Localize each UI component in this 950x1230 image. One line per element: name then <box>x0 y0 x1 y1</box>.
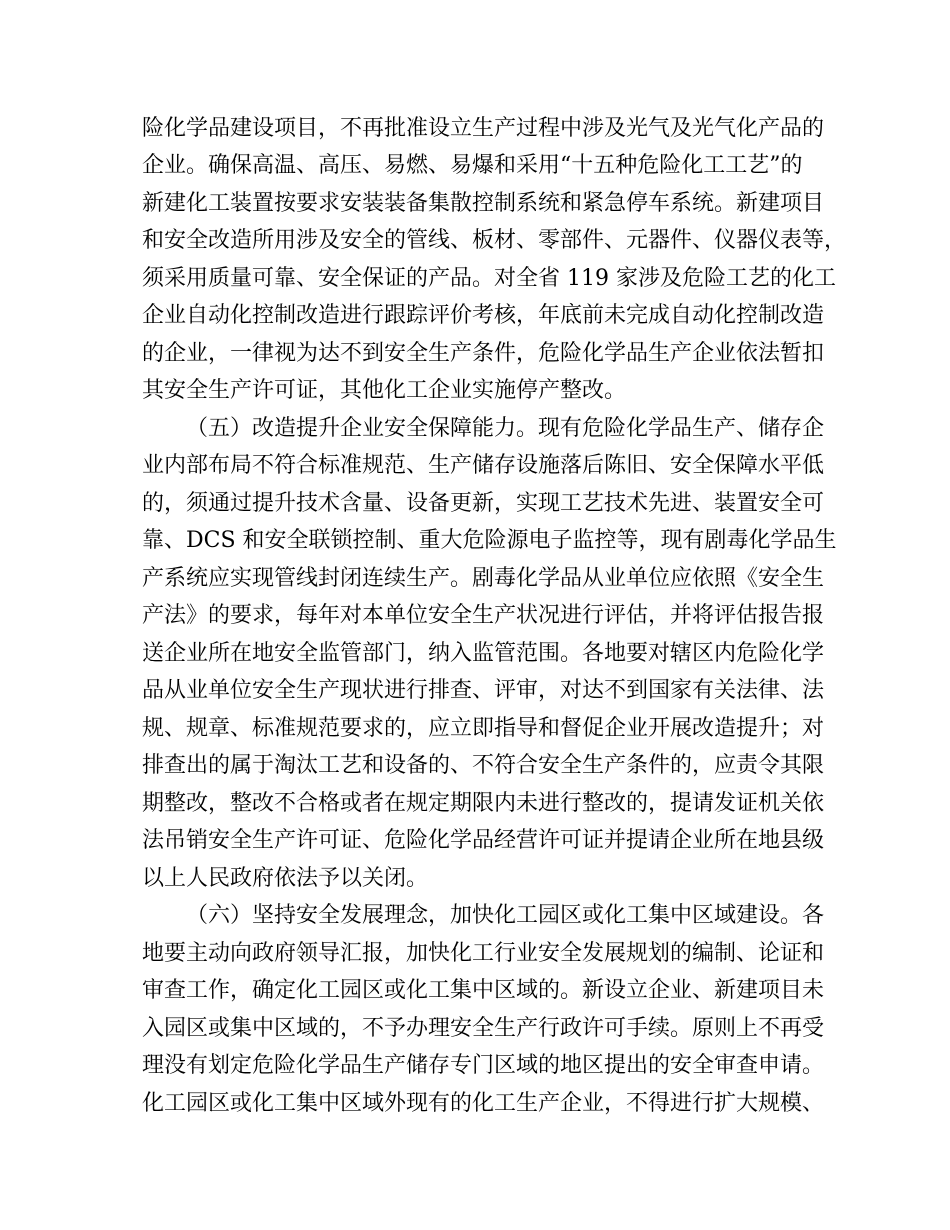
text-line: 险化学品建设项目，不再批准设立生产过程中涉及光气及光气化产品的 <box>142 116 825 141</box>
text-line: 和安全改造所用涉及安全的管线、板材、零部件、元器件、仪器仪表等， <box>142 228 847 253</box>
paragraph-heading-line: （五）改造提升企业安全保障能力。现有危险化学品生产、储存企 <box>186 416 825 441</box>
text-line: 审查工作，确定化工园区或化工集中区域的。新设立企业、新建项目未 <box>142 978 825 1003</box>
text-line: 企业。确保高温、高压、易燃、易爆和采用“十五种危险化工工艺”的 <box>142 153 803 178</box>
text-line: 理没有划定危险化学品生产储存专门区域的地区提出的安全审查申请。 <box>142 1053 825 1078</box>
text-line: 品从业单位安全生产现状进行排查、评审，对达不到国家有关法律、法 <box>142 678 825 703</box>
text-line: 靠、DCS 和安全联锁控制、重大危险源电子监控等，现有剧毒化学品生 <box>142 528 837 553</box>
text-line: 业内部布局不符合标准规范、生产储存设施落后陈旧、安全保障水平低 <box>142 453 825 478</box>
text-line: 入园区或集中区域的，不予办理安全生产行政许可手续。原则上不再受 <box>142 1016 825 1041</box>
text-line: 的企业，一律视为达不到安全生产条件，危险化学品生产企业依法暂扣 <box>142 341 825 366</box>
paragraph-heading-line: （六）坚持安全发展理念，加快化工园区或化工集中区域建设。各 <box>186 903 825 928</box>
text-line: 排查出的属于淘汰工艺和设备的、不符合安全生产条件的，应责令其限 <box>142 753 825 778</box>
text-line: 产系统应实现管线封闭连续生产。剧毒化学品从业单位应依照《安全生 <box>142 566 825 591</box>
text-line: 以上人民政府依法予以关闭。 <box>142 866 429 891</box>
text-line: 化工园区或化工集中区域外现有的化工生产企业，不得进行扩大规模、 <box>142 1091 825 1116</box>
text-line: 产法》的要求，每年对本单位安全生产状况进行评估，并将评估报告报 <box>142 603 825 628</box>
text-line: 的，须通过提升技术含量、设备更新，实现工艺技术先进、装置安全可 <box>142 491 825 516</box>
text-line: 企业自动化控制改造进行跟踪评价考核，年底前未完成自动化控制改造 <box>142 303 825 328</box>
text-line: 法吊销安全生产许可证、危险化学品经营许可证并提请企业所在地县级 <box>142 828 825 853</box>
text-line: 规、规章、标准规范要求的，应立即指导和督促企业开展改造提升；对 <box>142 716 825 741</box>
text-line: 期整改，整改不合格或者在规定期限内未进行整改的，提请发证机关依 <box>142 791 825 816</box>
text-line: 须采用质量可靠、安全保证的产品。对全省 119 家涉及危险工艺的化工 <box>142 266 836 291</box>
text-line: 地要主动向政府领导汇报，加快化工行业安全发展规划的编制、论证和 <box>142 941 825 966</box>
text-line: 送企业所在地安全监管部门，纳入监管范围。各地要对辖区内危险化学 <box>142 641 825 666</box>
text-line: 其安全生产许可证，其他化工企业实施停产整改。 <box>142 378 627 403</box>
text-line: 新建化工装置按要求安装装备集散控制系统和紧急停车系统。新建项目 <box>142 191 825 216</box>
